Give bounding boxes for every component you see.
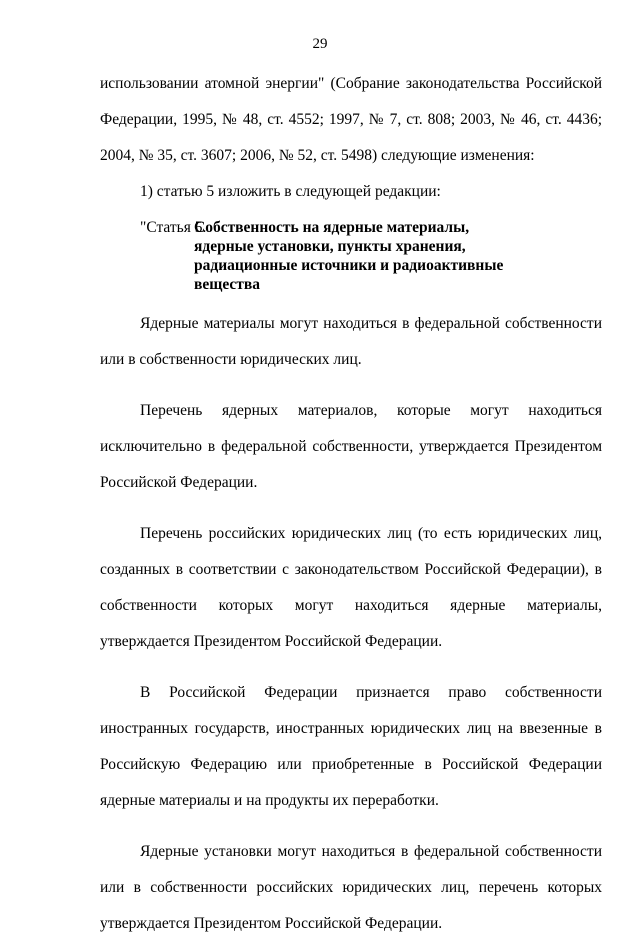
intro-line-3: 2004, № 35, ст. 3607; 2006, № 52, ст. 5498) следующие изменения: bbox=[100, 147, 535, 164]
article-paragraph-2: Перечень ядерных материалов, которые могут находиться исключительно в федеральной собственности, утверждается Президентом Российской Федерации. bbox=[100, 402, 602, 491]
intro-line-1: использовании атомной энергии" (Собрание законодательства Российской bbox=[100, 75, 602, 92]
article-number: "Статья 5. bbox=[140, 219, 207, 236]
page-number: 29 bbox=[312, 36, 328, 52]
article-paragraph-4: В Российской Федерации признается право собственности иностранных государств, иностранных юридических лиц на ввезенные в Российскую Федерацию или приобретенные в Российской Федерации ядерные материалы и на продукты их переработки. bbox=[100, 684, 602, 809]
article-paragraph-5: Ядерные установки могут находиться в федеральной собственности или в собственности российских юридических лиц, перечень которых утверждается Президентом Российской Федерации. bbox=[100, 843, 602, 932]
article-paragraph-1: Ядерные материалы могут находиться в федеральной собственности или в собственности юридических лиц. bbox=[100, 315, 602, 368]
document-body bbox=[100, 66, 602, 942]
amendment-instruction: 1) статью 5 изложить в следующей редакции: bbox=[140, 183, 441, 200]
intro-line-2: Федерации, 1995, № 48, ст. 4552; 1997, № 7, ст. 808; 2003, № 46, ст. 4436; bbox=[100, 111, 602, 128]
article-heading bbox=[140, 218, 602, 294]
article-title: Собственность на ядерные материалы, ядерные установки, пункты хранения, радиационные источники и радиоактивные вещества bbox=[194, 219, 504, 293]
intro-paragraph bbox=[100, 66, 602, 174]
article-paragraph-3: Перечень российских юридических лиц (то есть юридических лиц, созданных в соответствии с законодательством Российской Федерации), в собственности которых могут находиться ядерные материалы, утверждается Президентом Российской Федерации. bbox=[100, 525, 602, 650]
